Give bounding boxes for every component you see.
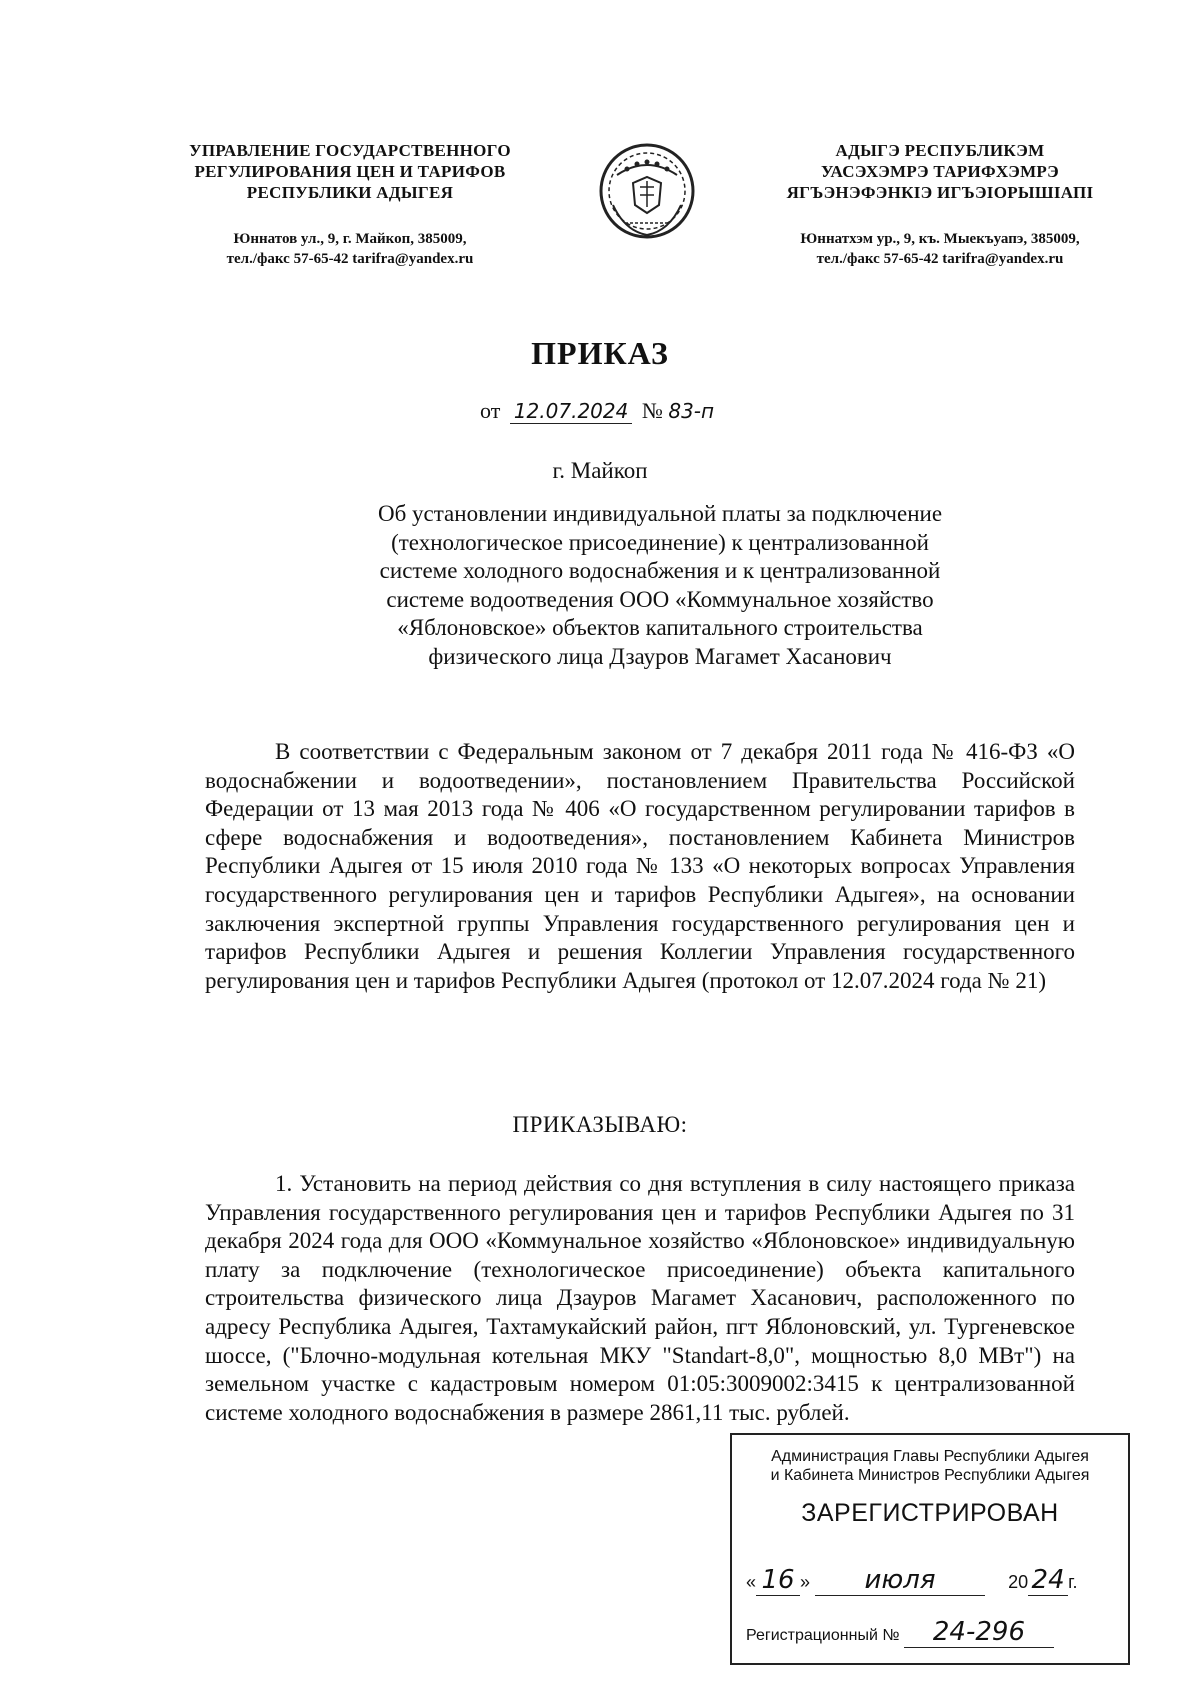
stamp-registration-number (746, 1617, 1054, 1648)
stamp-month: июля (815, 1565, 985, 1596)
stamp-org-line: и Кабинета Министров Республики Адыгея (770, 1467, 1090, 1484)
registration-stamp (730, 1433, 1130, 1665)
subject-line: «Яблоновское» объектов капитального строительства (397, 615, 923, 640)
header-left-title-line: УПРАВЛЕНИЕ ГОСУДАРСТВЕННОГО (189, 141, 511, 160)
stamp-year-mark: г. (1068, 1572, 1078, 1592)
header-left-title (160, 140, 540, 203)
stamp-org-line: Администрация Главы Республики Адыгея (771, 1448, 1089, 1465)
order-item-1: 1. Установить на период действия со дня вступления в силу настоящего приказа Управления государственного регулирования цен и тарифов Республики Адыгея по 31 декабря 2024 года для ООО «Коммунальное хозяйство «Яблоновское» индивидуальную плату за подключение (технологическое присоединение) объекта капитального строительства физического лица Дзауров Магамет Хасанович, расположенного по адресу Республика Адыгея, Тахтамукайский район, пгт Яблоновский, ул. Тургеневское шоссе, ("Блочно-модульная котельная МКУ "Standart-8,0", мощностью 8,0 МВт") на земельном участке с кадастровым номером 01:05:3009002:3415 к централизованной системе холодного водоснабжения в размере 2861,11 тыс. рублей. (205, 1171, 1075, 1425)
preamble-paragraph: В соответствии с Федеральным законом от 7 декабря 2011 года № 416-ФЗ «О водоснабжении и водоотведении», постановлением Правительства Российской Федерации от 13 мая 2013 года № 406 «О государственном регулировании тарифов в сфере водоснабжения и водоотведения», постановлением Кабинета Министров Республики Адыгея от 15 июля 2010 года № 133 «О некоторых вопросах Управления государственного регулирования цен и тарифов Республики Адыгея», на основании заключения экспертной группы Управления государственного регулирования цен и тарифов Республики Адыгея и решения Коллегии Управления государственного регулирования цен и тарифов Республики Адыгея (протокол от 12.07.2024 года № 21) (205, 739, 1075, 993)
stamp-close-quote: » (800, 1572, 811, 1592)
subject-line: (технологическое присоединение) к централизованной (391, 529, 929, 555)
header-left-title-line: РЕГУЛИРОВАНИЯ ЦЕН И ТАРИФОВ (194, 162, 506, 181)
header-right-address-line: Юннатхэм ур., 9, къ. Мыекъуапэ, 385009, (800, 231, 1080, 247)
header-left-address (160, 229, 540, 269)
stamp-open-quote: « (746, 1572, 757, 1592)
decree-heading: ПРИКАЗЫВАЮ: (512, 1112, 688, 1137)
adygea-coat-of-arms-icon (595, 135, 700, 247)
header-left (160, 140, 540, 269)
stamp-date (746, 1565, 1077, 1596)
stamp-organization (732, 1447, 1128, 1485)
subject-line: системе холодного водоснабжения и к централизованной (379, 558, 941, 583)
order-number: 83-п (668, 399, 715, 423)
header-right-title (740, 140, 1140, 203)
header-right (740, 140, 1140, 269)
header-left-address-line: Юннатов ул., 9, г. Майкоп, 385009, (233, 231, 467, 247)
order-line (480, 398, 714, 424)
stamp-reg-number: 24-296 (904, 1617, 1054, 1648)
header-right-address (740, 229, 1140, 269)
header-left-address-line: тел./факс 57-65-42 tarifra@yandex.ru (226, 251, 474, 267)
order-number-sign: № (641, 398, 663, 423)
order-subject (300, 500, 1020, 671)
stamp-reg-label: Регистрационный № (746, 1627, 900, 1644)
subject-line: системе водоотведения ООО «Коммунальное хозяйство (386, 586, 934, 612)
subject-line: Об установлении индивидуальной платы за подключение (377, 501, 943, 526)
header-right-title-line: ЯГЪЭНЭФЭНКІЭ ИГЪЭІОРЫШІАПІ (786, 183, 1094, 202)
header-right-title-line: УАСЭХЭМРЭ ТАРИФХЭМРЭ (821, 162, 1059, 181)
stamp-day: 16 (756, 1565, 800, 1596)
subject-line: физического лица Дзауров Магамет Хасанович (428, 643, 892, 669)
city: г. Майкоп (552, 458, 648, 483)
header-right-address-line: тел./факс 57-65-42 tarifra@yandex.ru (816, 251, 1064, 267)
stamp-year-suffix: 24 (1028, 1565, 1068, 1596)
stamp-year-prefix: 20 (1008, 1572, 1029, 1592)
stamp-registered-label: ЗАРЕГИСТРИРОВАН (801, 1499, 1059, 1527)
document-title: ПРИКАЗ (531, 335, 669, 371)
header-left-title-line: РЕСПУБЛИКИ АДЫГЕЯ (246, 183, 454, 202)
header-right-title-line: АДЫГЭ РЕСПУБЛИКЭМ (835, 141, 1045, 160)
order-prefix: от (480, 398, 501, 423)
order-date: 12.07.2024 (510, 399, 633, 424)
